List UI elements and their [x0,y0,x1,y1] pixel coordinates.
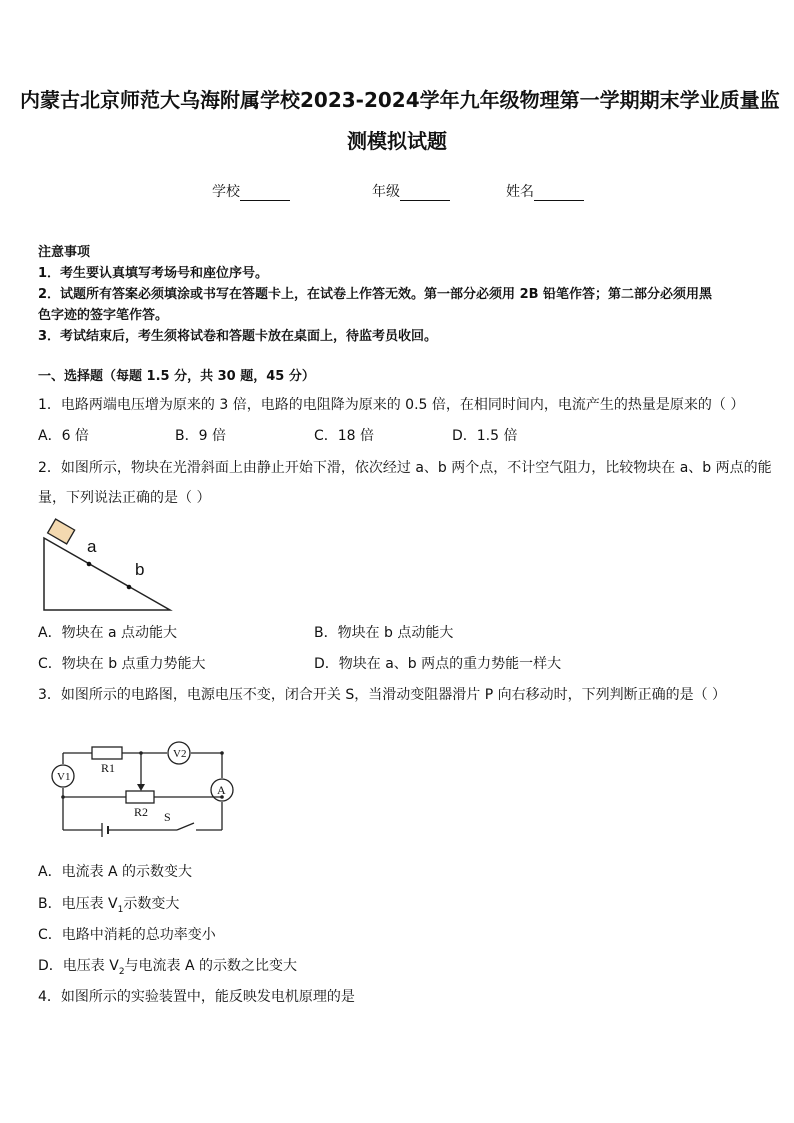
grade-label: 年级 [372,184,400,200]
q3-stem: 3．如图所示的电路图，电源电压不变，闭合开关 S，当滑动变阻器滑片 P 向右移动时，下列判断正确的是（ ） [38,687,727,703]
school-blank [240,186,290,201]
circuit-figure [44,722,244,838]
resistor-r1 [92,747,122,759]
slider-arrow [137,784,145,791]
q2-option-c: C．物块在 b 点重力势能大 [38,656,206,672]
q2-option-a: A．物块在 a 点动能大 [38,625,178,641]
notice-heading: 注意事项 [38,245,91,260]
section-heading: 一、选择题（每题 1.5 分，共 30 题，45 分） [38,369,315,384]
notice-item-2-line2: 色字迹的签字笔作答。 [38,308,169,323]
notice-item-2-line1: 2．试题所有答案必须填涂或书写在答题卡上，在试卷上作答无效。第一部分必须用 2B 铅笔作答；第二部分必须用黑 [38,287,713,302]
notice-item-3: 3．考试结束后，考生须将试卷和答题卡放在桌面上，待监考员收回。 [38,329,438,344]
r1-label: R1 [101,761,116,775]
point-b [127,585,132,590]
q1-option-b: B．9 倍 [175,428,226,444]
school-label: 学校 [212,184,240,200]
label-a: a [87,537,97,556]
q3-option-d: D．电压表 $V_2$与电流表 A 的示数之比变大 [38,958,298,977]
switch-label: S [164,810,171,824]
switch-s [177,823,194,830]
exam-title-line2: 测模拟试题 [347,129,447,153]
notice-item-1: 1．考生要认真填写考场号和座位序号。 [38,266,269,281]
name-field [506,181,584,201]
incline-triangle [44,538,170,610]
q2-stem-line1: 2．如图所示，物块在光滑斜面上由静止开始下滑，依次经过 a、b 两个点，不计空气阻力，比较物块在 a、b 两点的能 [38,460,772,476]
q2-stem-line2: 量，下列说法正确的是（ ） [38,490,211,506]
v1-label: V1 [57,771,71,783]
rheostat-r2 [126,791,154,803]
q4-stem: 4．如图所示的实验装置中，能反映发电机原理的是 [38,989,355,1005]
q1-option-d: D．1.5 倍 [452,428,518,444]
grade-blank [400,186,450,201]
q1-stem: 1．电路两端电压增为原来的 3 倍，电路的电阻降为原来的 0.5 倍，在相同时间内，电流产生的热量是原来的（ ） [38,397,745,413]
q3-option-b: B．电压表 $V_1$示数变大 [38,896,180,915]
r2-label: R2 [134,805,149,819]
q2-option-d: D．物块在 a、b 两点的重力势能一样大 [314,656,562,672]
q1-option-c: C．18 倍 [314,428,375,444]
incline-figure [38,518,178,616]
q1-option-a: A．6 倍 [38,428,89,444]
exam-title-line1: 内蒙古北京师范大乌海附属学校2023-2024学年九年级物理第一学期期末学业质量监 [20,88,780,112]
school-field [212,181,290,201]
name-blank [534,186,584,201]
ammeter-label: A [217,783,226,797]
label-b: b [135,560,145,579]
grade-field [372,181,450,201]
v2-label: V2 [173,748,187,760]
name-label: 姓名 [506,184,534,200]
point-a [87,562,92,567]
q2-option-b: B．物块在 b 点动能大 [314,625,454,641]
sliding-block [48,519,75,544]
q3-option-a: A．电流表 A 的示数变大 [38,864,193,880]
q3-option-c: C．电路中消耗的总功率变小 [38,927,216,943]
